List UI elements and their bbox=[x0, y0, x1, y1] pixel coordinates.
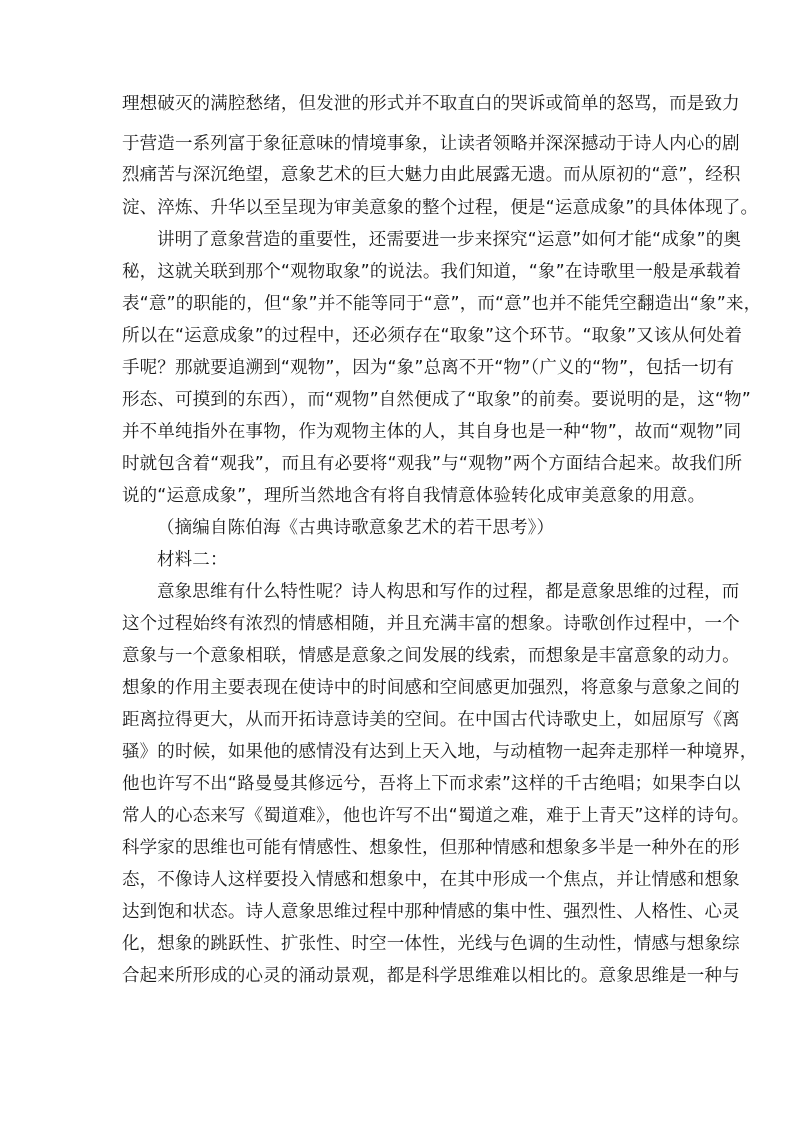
paragraph-first-line: 讲明了意象营造的重要性，还需要进一步来探究“运意”如何才能“成象”的奥 bbox=[157, 230, 742, 250]
text-line: 烈痛苦与深沉绝望，意象艺术的巨大魅力由此展露无遗。而从原初的“意”，经积 bbox=[122, 165, 741, 185]
text-line: 态，不像诗人这样要投入情感和想象中，在其中形成一个焦点，并让情感和想象 bbox=[122, 870, 740, 890]
text-line: 距离拉得更大，从而开拓诗意诗美的空间。在中国古代诗歌史上，如屈原写《离 bbox=[122, 710, 740, 730]
text-line: 化，想象的跳跃性、扩张性、时空一体性，光线与色调的生动性，情感与想象综 bbox=[122, 934, 740, 954]
text-line: 表“意”的职能的，但“象”并不能等同于“意”，而“意”也并不能凭空翻造出“象”来， bbox=[122, 294, 762, 314]
text-line: 骚》的时候，如果他的感情没有达到上天入地，与动植物一起奔走那样一种境界， bbox=[122, 742, 758, 762]
text-line: 合起来所形成的心灵的涌动景观，都是科学思维难以相比的。意象思维是一种与 bbox=[122, 966, 740, 986]
text-line: 意象与一个意象相联，情感是意象之间发展的线索，而想象是丰富意象的动力。 bbox=[122, 646, 740, 666]
text-line: 所以在“运意成象”的过程中，还必须存在“取象”这个环节。“取象”又该从何处着 bbox=[122, 326, 743, 346]
text-line: 常人的心态来写《蜀道难》，他也许写不出“蜀道之难，难于上青天”这样的诗句。 bbox=[122, 806, 750, 826]
text-line: 并不单纯指外在事物，作为观物主体的人，其自身也是一种“物”，故而“观物”同 bbox=[122, 422, 742, 442]
text-line: 手呢？那就要追溯到“观物”，因为“象”总离不开“物”（广义的“物”，包括一切有 bbox=[122, 358, 735, 378]
section-heading: 材料二： bbox=[157, 550, 228, 570]
source-citation: （摘编自陈伯海《古典诗歌意象艺术的若干思考》） bbox=[157, 518, 555, 538]
text-line: 秘，这就关联到那个“观物取象”的说法。我们知道，“象”在诗歌里一般是承载着 bbox=[122, 262, 742, 282]
text-line: 于营造一系列富于象征意味的情境事象，让读者领略并深深撼动于诗人内心的剧 bbox=[122, 134, 740, 154]
text-line: 时就包含着“观我”，而且有必要将“观我”与“观物”两个方面结合起来。故我们所 bbox=[122, 454, 743, 474]
text-line: 达到饱和状态。诗人意象思维过程中那种情感的集中性、强烈性、人格性、心灵 bbox=[122, 902, 740, 922]
text-line: 形态、可摸到的东西），而“观物”自然便成了“取象”的前奏。要说明的是，这“物” bbox=[122, 390, 751, 410]
paragraph-first-line: 意象思维有什么特性呢？诗人构思和写作的过程，都是意象思维的过程，而 bbox=[157, 582, 740, 602]
text-line: 科学家的思维也可能有情感性、想象性，但那种情感和想象多半是一种外在的形 bbox=[122, 838, 740, 858]
text-line: 淀、淬炼、升华以至呈现为审美意象的整个过程，便是“运意成象”的具体体现了。 bbox=[122, 198, 759, 218]
text-line: 说的“运意成象”，理所当然地含有将自我情意体验转化成审美意象的用意。 bbox=[122, 486, 706, 506]
text-line: 想象的作用主要表现在使诗中的时间感和空间感更加强烈，将意象与意象之间的 bbox=[122, 678, 740, 698]
text-line: 理想破灭的满腔愁绪，但发泄的形式并不取直白的哭诉或简单的怒骂，而是致力 bbox=[122, 94, 740, 114]
text-line: 这个过程始终有浓烈的情感相随，并且充满丰富的想象。诗歌创作过程中，一个 bbox=[122, 614, 740, 634]
text-line: 他也许写不出“路曼曼其修远兮，吾将上下而求索”这样的千古绝唱；如果李白以 bbox=[122, 774, 741, 794]
